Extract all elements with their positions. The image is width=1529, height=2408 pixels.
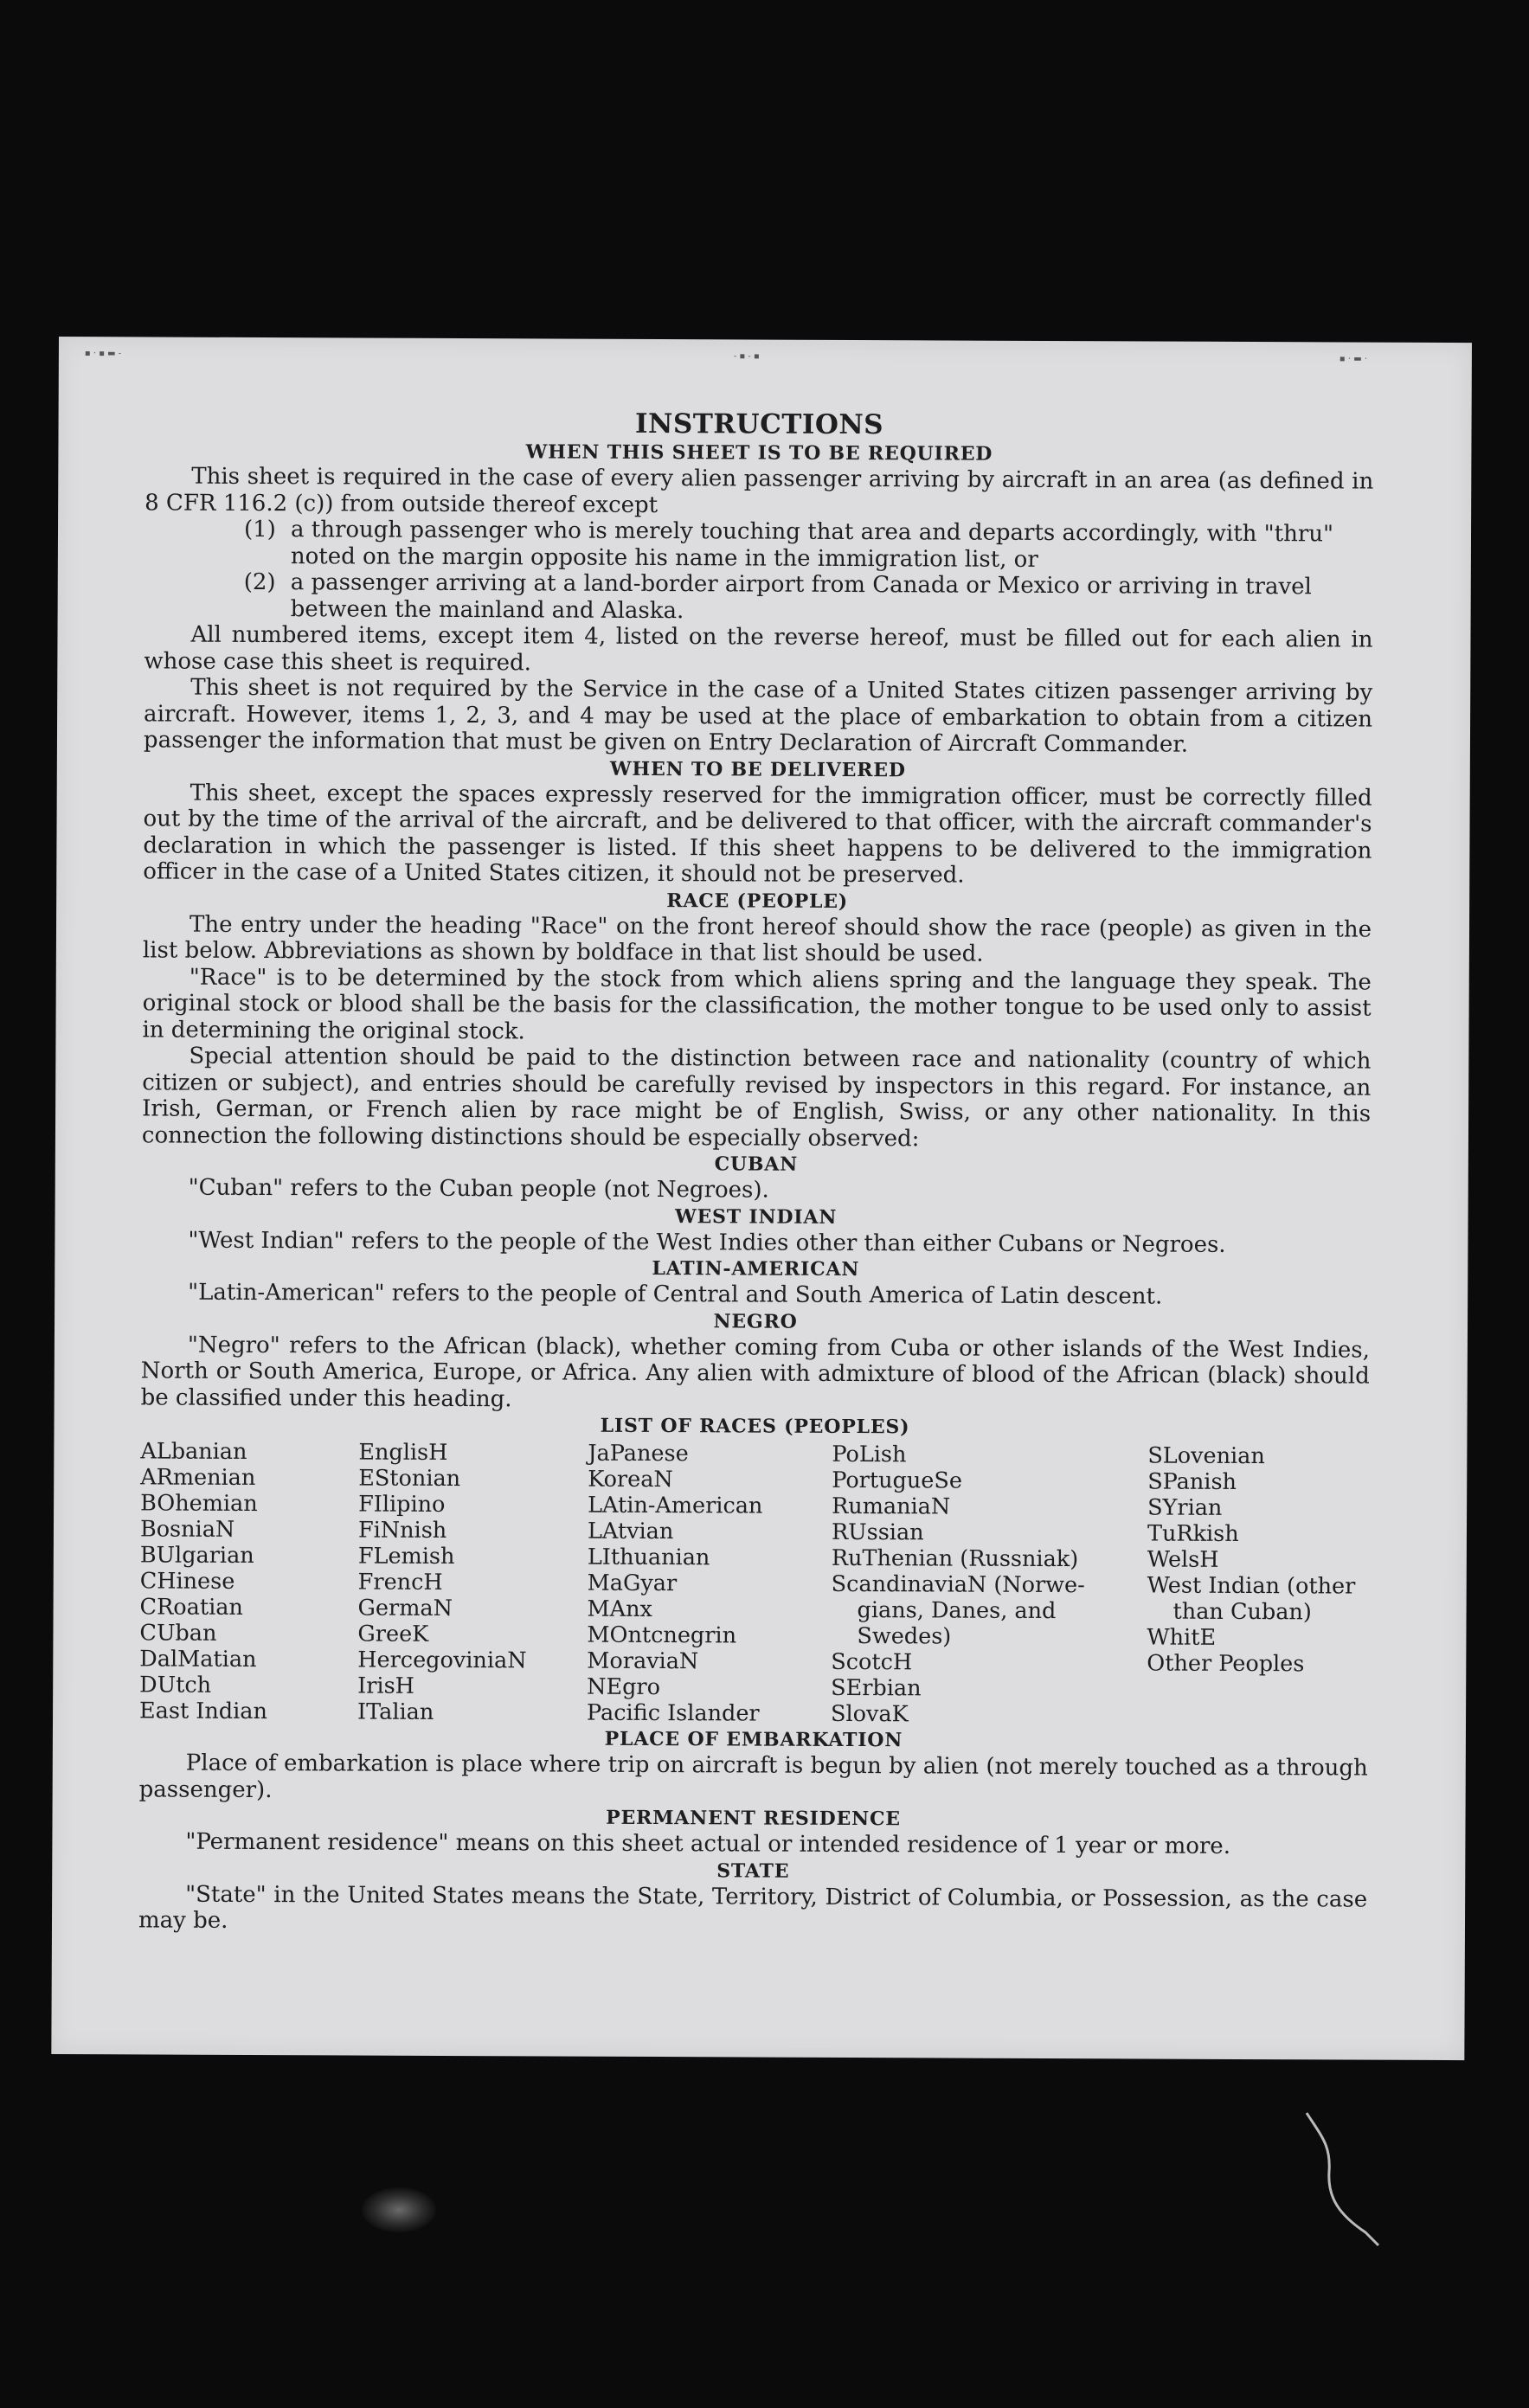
race-entry: FIlipino (358, 1491, 446, 1518)
corner-mark-left: ▪ · ▪ ▬ - (84, 349, 122, 359)
race-entry: RumaniaN (832, 1493, 951, 1520)
race-entry: RUssian (831, 1519, 924, 1546)
race-entry: HercegoviniaN (357, 1647, 527, 1674)
section-heading-west-indian: WEST INDIAN (674, 1204, 838, 1229)
race-entry: SYrian (1147, 1494, 1223, 1521)
race-entry: FiNnish (357, 1517, 447, 1544)
race-entry: East Indian (139, 1698, 267, 1725)
paragraph-race-entry: The entry under the heading "Race" on the front hereof should show the race (people) as given in the list below. Abbreviations as shown by boldface in that list should be used. (142, 911, 1372, 967)
race-entry: LAtin-American (588, 1492, 763, 1519)
document-sheet (51, 337, 1472, 2060)
race-entry: ARmenian (140, 1464, 256, 1492)
race-entry: JaPanese (588, 1440, 689, 1467)
paragraph-race-definition: "Race" is to be determined by the stock from which aliens spring and the language they speak. The original stock or blood shall be the basis for the classification, the mother tongue to be used only to assist in determining the original stock. (142, 964, 1372, 1044)
race-entry: DUtch (139, 1672, 212, 1698)
paragraph-latin-american: "Latin-American" refers to the people of Central and South America of Latin descent. (188, 1279, 1163, 1310)
paragraph-delivery: This sheet, except the spaces expressly reserved for the immigration officer, must be correctly filled out by the time of the arrival of the aircraft, and be delivered to that officer, with the aircraft commander's declaration in which the passenger is listed. If this sheet happens to be delivered to the immigration officer in the case of a United States citizen, it should not be preserved. (143, 780, 1372, 889)
race-entry: TuRkish (1147, 1520, 1239, 1547)
race-entry: SLovenian (1147, 1442, 1265, 1470)
race-entry: BosniaN (139, 1516, 235, 1543)
race-entry: SPanish (1147, 1468, 1237, 1495)
section-heading-state: STATE (716, 1859, 790, 1883)
race-entry: IrisH (357, 1673, 415, 1699)
races-column-4 (831, 1442, 1147, 1729)
race-entry: GermaN (357, 1595, 453, 1621)
exception-number: (1) (243, 516, 276, 543)
film-artifact-blob (362, 2187, 436, 2232)
section-heading-cuban: CUBAN (714, 1153, 799, 1176)
races-column-3 (587, 1441, 832, 1727)
race-entry: LAtvian (587, 1518, 674, 1545)
corner-mark-center: - ▪ - ▪ (733, 351, 760, 362)
section-heading-required: WHEN THIS SHEET IS TO BE REQUIRED (525, 440, 993, 466)
section-heading-delivered: WHEN TO BE DELIVERED (609, 757, 906, 781)
paragraph-embarkation: Place of embarkation is place where trip on aircraft is begun by alien (not merely touched as a through passenger). (138, 1750, 1368, 1803)
race-entry: CRoatian (139, 1594, 243, 1621)
race-entry: EStonian (358, 1465, 461, 1493)
section-heading-negro: NEGRO (713, 1309, 798, 1333)
race-entry: PortugueSe (832, 1467, 963, 1494)
paragraph-race-nationality: Special attention should be paid to the distinction between race and nationality (country of which citizen or subject), and entries should be carefully revised by inspectors in this regard. For instance, an Irish, German, or French alien by race might be of English, Swiss, or any other nationality. In this connection the following distinctions should be especially observed: (141, 1043, 1372, 1152)
paragraph-west-indian: "West Indian" refers to the people of the West Indies other than either Cubans or Negroes. (188, 1227, 1226, 1258)
section-heading-list-of-races: LIST OF RACES (PEOPLES) (600, 1414, 910, 1439)
paragraph-citizen-passenger: This sheet is not required by the Service in the case of a United States citizen passenger arriving by aircraft. However, items 1, 2, 3, and 4 may be used at the place of embarkation to obtain from a citizen passenger the information that must be given on Entry Declaration of Aircraft Commander. (143, 674, 1373, 758)
race-entry: SErbian (831, 1674, 922, 1702)
race-entry: BOhemian (140, 1490, 258, 1518)
race-entry: KoreaN (588, 1466, 673, 1493)
race-entry: WhitE (1147, 1624, 1217, 1651)
race-entry: GreeK (357, 1621, 429, 1647)
race-entry: FLemish (357, 1543, 455, 1570)
document-body (138, 406, 1374, 1939)
exception-number: (2) (243, 568, 276, 596)
race-entry: Other Peoples (1147, 1650, 1305, 1678)
race-entry: RuThenian (Russniak) (831, 1544, 1079, 1573)
race-entry: Pacific Islander (586, 1699, 760, 1727)
races-column-1 (139, 1438, 358, 1724)
race-entry: CUban (139, 1620, 217, 1647)
paragraph-cuban: "Cuban" refers to the Cuban people (not Negroes). (188, 1174, 769, 1204)
paragraph-required-intro: This sheet is required in the case of every alien passenger arriving by aircraft in an area (as defined in 8 CFR 116.2 (c)) from outside thereof except (145, 463, 1374, 518)
race-entry: ITalian (357, 1698, 434, 1725)
race-entry-continued: Swedes) (857, 1623, 952, 1650)
race-entry: MaGyar (587, 1570, 678, 1597)
section-heading-residence: PERMANENT RESIDENCE (606, 1806, 901, 1831)
document-title: INSTRUCTIONS (634, 408, 884, 441)
race-entry: ScandinaviaN (Norwe- (831, 1570, 1085, 1599)
section-heading-latin-american: LATIN-AMERICAN (652, 1257, 860, 1281)
section-heading-embarkation: PLACE OF EMBARKATION (604, 1727, 903, 1752)
race-entry: MoraviaN (587, 1647, 699, 1675)
race-entry: PoLish (832, 1441, 907, 1468)
paragraph-residence: "Permanent residence" means on this sheet actual or intended residence of 1 year or more. (185, 1828, 1231, 1859)
race-entry: DalMatian (139, 1646, 257, 1673)
race-entry: SlovaK (830, 1700, 909, 1728)
race-entry: ALbanian (140, 1438, 247, 1465)
section-heading-race: RACE (PEOPLE) (666, 889, 849, 913)
exception-text: a through passenger who is merely touching that area and departs accordingly, with "thru" noted on the margin opposite his name in the immigration list, or (290, 517, 1334, 573)
race-entry: ScotcH (831, 1648, 913, 1676)
race-entry-continued: gians, Danes, and (857, 1597, 1057, 1625)
paragraph-state: "State" in the United States means the State, Territory, District of Columbia, or Possession, as the case may be. (138, 1881, 1368, 1934)
paragraph-numbered-items: All numbered items, except item 4, listed on the reverse hereof, must be filled out for each alien in whose case this sheet is required. (144, 621, 1373, 676)
paragraph-negro: "Negro" refers to the African (black), whether coming from Cuba or other islands of the West Indies, North or South America, Europe, or Africa. Any alien with admixture of blood of the African (black) should be classified under this heading. (140, 1332, 1370, 1412)
race-entry: LIthuanian (587, 1544, 710, 1571)
race-entry-continued: than Cuban) (1172, 1598, 1312, 1626)
race-entry: EnglisH (358, 1439, 448, 1466)
races-column-2 (357, 1440, 588, 1726)
race-entry: West Indian (other (1147, 1572, 1356, 1600)
race-entry: CHinese (139, 1568, 235, 1595)
races-column-5 (1147, 1443, 1369, 1730)
race-entry: WelsH (1147, 1546, 1219, 1573)
race-entry: MOntcnegrin (587, 1621, 737, 1649)
exception-item-2 (145, 568, 1373, 626)
race-entry: MAnx (587, 1596, 652, 1623)
corner-mark-right: ▪ · ▬ · (1339, 354, 1368, 364)
exception-item-1 (145, 516, 1373, 574)
race-entry: BUlgarian (139, 1542, 254, 1569)
exception-text: a passenger arriving at a land-border airport from Canada or Mexico or arriving in travel between the mainland and Alaska. (290, 569, 1312, 624)
race-entry: FrencH (357, 1569, 443, 1596)
races-list (139, 1438, 1369, 1729)
race-entry: NEgro (587, 1673, 661, 1701)
film-scratch-mark (1305, 2111, 1383, 2250)
